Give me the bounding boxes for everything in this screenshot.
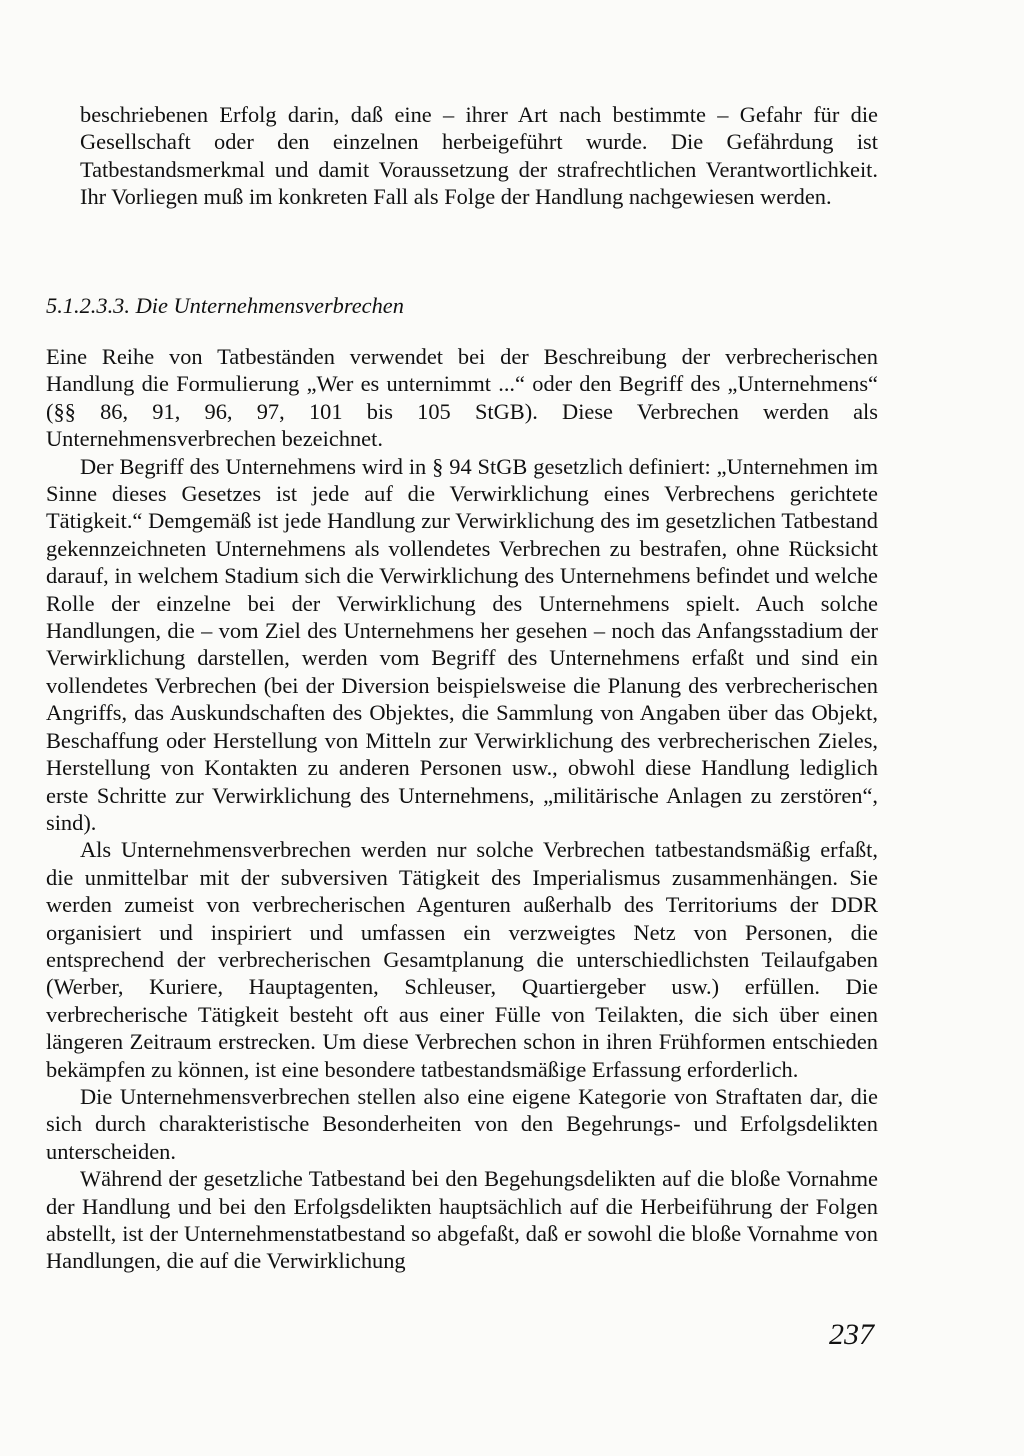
- body-paragraph: Als Unternehmensverbrechen werden nur solche Verbrechen tatbestandsmäßig erfaßt, die unmittelbar mit der subversiven Tätigkeit des Imperialismus zusammenhängen. Sie werden zumeist von verbrecherischen Agenturen außerhalb des Territoriums der DDR organisiert und inspiriert und umfassen ein verzweigtes Netz von Personen, die entsprechend der verbrecherischen Gesamtplanung die unterschiedlichsten Teilaufgaben (Werber, Kuriere, Hauptagenten, Schleuser, Quartiergeber usw.) erfüllen. Die verbrecherische Tätigkeit besteht oft aus einer Fülle von Teilakten, die sich über einen längeren Zeitraum erstrecken. Um diese Verbrechen schon in ihren Frühformen entschieden bekämpfen zu können, ist eine besondere tatbestandsmäßige Erfassung erforderlich.: [46, 837, 878, 1082]
- page-number: 237: [829, 1318, 874, 1351]
- intro-paragraph: beschriebenen Erfolg darin, daß eine – ihrer Art nach bestimmte – Gefahr für die Gesellschaft oder den einzelnen herbeigeführt wurde. Die Gefährdung ist Tatbestandsmerkmal und damit Voraussetzung der strafrechtlichen Verantwortlichkeit. Ihr Vorliegen muß im konkreten Fall als Folge der Handlung nachgewiesen werden.: [80, 102, 878, 210]
- body-paragraph: Die Unternehmensverbrechen stellen also eine eigene Kategorie von Straftaten dar, die sich durch charakteristische Besonderheiten von den Begehrungs- und Erfolgsdelikten unterscheiden.: [46, 1083, 878, 1164]
- body-paragraph: Während der gesetzliche Tatbestand bei den Begehungsdelikten auf die bloße Vornahme der Handlung und bei den Erfolgsdelikten hauptsächlich auf die Herbeiführung der Folgen abstellt, ist der Unternehmenstatbestand so abgefaßt, daß er sowohl die bloße Vornahme von Handlungen, die auf die Verwirklichung: [46, 1166, 878, 1274]
- body-paragraph: Der Begriff des Unternehmens wird in § 94 StGB gesetzlich definiert: „Unternehmen im Sinne dieses Gesetzes ist jede auf die Verwirklichung eines Verbrechens gerichtete Tätigkeit.“ Demgemäß ist jede Handlung zur Verwirklichung des im gesetzlichen Tatbestand gekennzeichneten Unternehmens als vollendetes Verbrechen zu bestrafen, ohne Rücksicht darauf, in welchem Stadium sich die Verwirklichung des Unternehmens befindet und welche Rolle der einzelne bei der Verwirklichung des Unternehmens spielt. Auch solche Handlungen, die – vom Ziel des Unternehmens her gesehen – noch das Anfangsstadium der Verwirklichung darstellen, werden vom Begriff des Unternehmens erfaßt und sind ein vollendetes Verbrechen (bei der Diversion beispielsweise die Planung des verbrecherischen Angriffs, das Auskundschaften des Objektes, die Sammlung von Angaben über das Objekt, Beschaffung oder Herstellung von Mitteln zur Verwirklichung des verbrecherischen Zieles, Herstellung von Kontakten zu anderen Personen usw., obwohl diese Handlung lediglich erste Schritte zur Verwirklichung des Unternehmens, „militärische Anlagen zu zerstören“, sind).: [46, 453, 878, 835]
- body-paragraph: Eine Reihe von Tatbeständen verwendet bei der Beschreibung der verbrecherischen Handlung die Formulierung „Wer es unternimmt ...“ oder den Begriff des „Unternehmens“ (§§ 86, 91, 96, 97, 101 bis 105 StGB). Diese Verbrechen werden als Unternehmensverbrechen bezeichnet.: [46, 344, 878, 452]
- body-text-block: [46, 343, 878, 1275]
- intro-text-block: [46, 101, 878, 211]
- section-heading: 5.1.2.3.3. Die Unternehmensverbrechen: [46, 293, 404, 318]
